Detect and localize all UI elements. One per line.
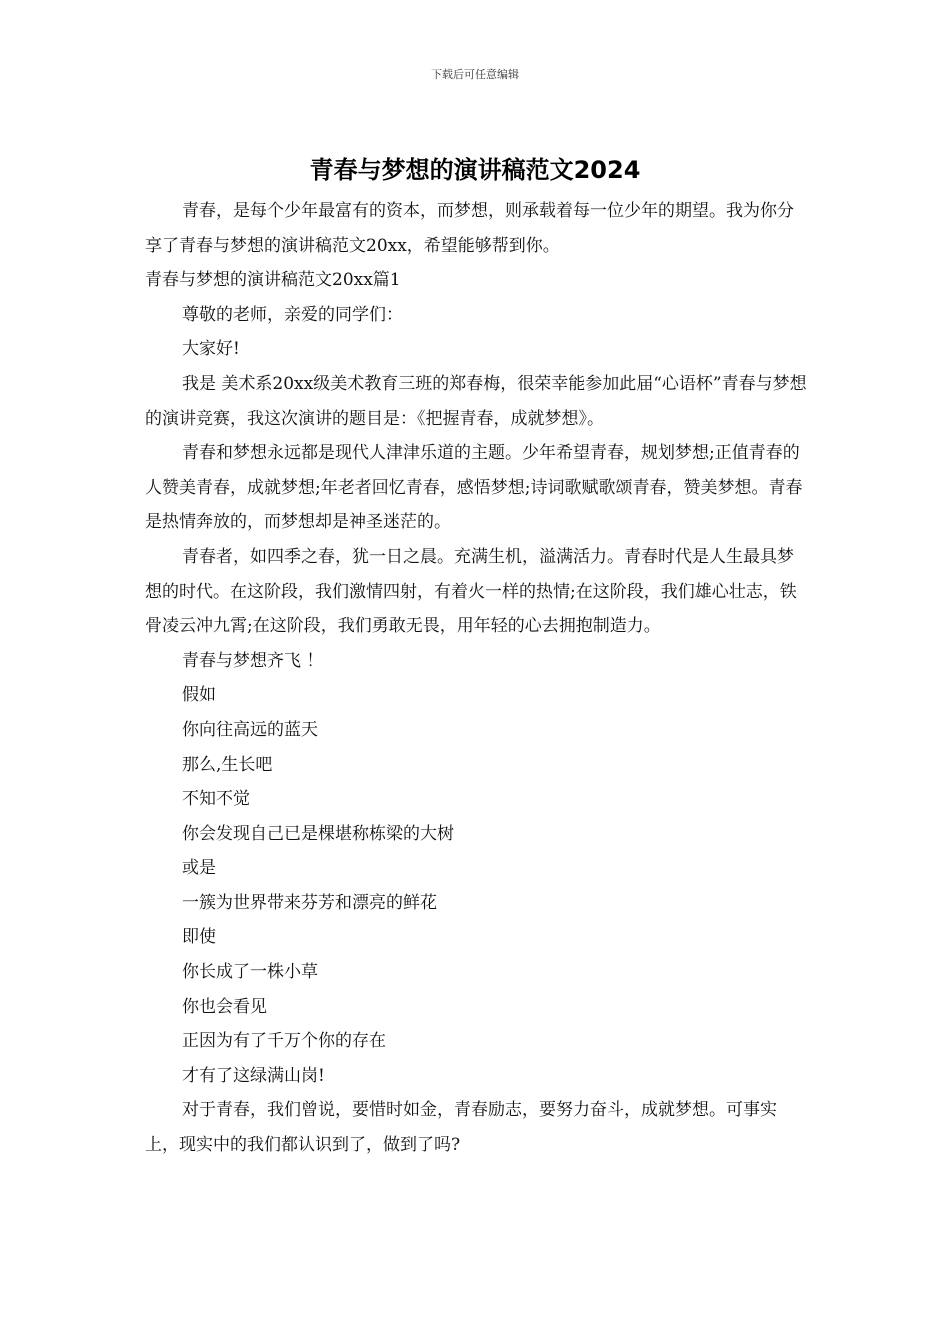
paragraph-self-intro: 我是 美术系20xx级美术教育三班的郑春梅，很荣幸能参加此届“心语杯”青春与梦想的演讲竞赛，我这次演讲的题目是：《把握青春，成就梦想》。 [145,373,807,429]
poem-line: 你也会看见 [182,996,267,1017]
paragraph-youth: 青春者，如四季之春，犹一日之晨。充满生机，溢满活力。青春时代是人生最具梦想的时代。在这阶段，我们激情四射，有着火一样的热情;在这阶段，我们雄心壮志，铁骨凌云冲九霄;在这阶段，我们勇敢无畏，用年轻的心去拥抱制造力。 [145,546,797,637]
document-title: 青春与梦想的演讲稿范文2024 [309,156,641,184]
poem-line: 才有了这绿满山岗! [182,1065,325,1086]
poem-line: 你会发现自己已是棵堪称栋梁的大树 [182,823,454,844]
paragraph-salutation: 尊敬的老师，亲爱的同学们： [182,304,403,325]
poem-line: 那么,生长吧 [182,754,273,775]
document-body [145,194,810,1163]
poem-line: 你向往高远的蓝天 [182,719,318,740]
section-heading: 青春与梦想的演讲稿范文20xx篇1 [145,270,401,291]
paragraph-intro: 青春，是每个少年最富有的资本，而梦想，则承载着每一位少年的期望。我为你分享了青春与梦想的演讲稿范文20xx，希望能够帮到你。 [145,201,794,256]
poem-line: 你长成了一株小草 [182,962,318,983]
paragraph-theme: 青春和梦想永远都是现代人津津乐道的主题。少年希望青春，规划梦想;正值青春的人赞美青春，成就梦想;年老者回忆青春，感悟梦想;诗词歌赋歌颂青春，赞美梦想。青春是热情奔放的，而梦想却是神圣迷茫的。 [145,443,803,533]
poem-line: 即使 [182,927,216,948]
poem-line: 假如 [182,685,216,706]
header-note: 下载后可任意编辑 [431,68,519,81]
poem-line: 一簇为世界带来芬芳和漂亮的鲜花 [182,892,437,913]
paragraph-greeting: 大家好! [182,339,240,360]
paragraph-reflection: 对于青春，我们曾说，要惜时如金，青春励志，要努力奋斗，成就梦想。可事实上，现实中的我们都认识到了，做到了吗? [145,1100,777,1156]
poem-line: 青春与梦想齐飞 ！ [182,650,324,671]
poem-line: 不知不觉 [182,789,250,810]
poem-line: 或是 [182,858,216,879]
poem-line: 正因为有了千万个你的存在 [182,1031,386,1052]
